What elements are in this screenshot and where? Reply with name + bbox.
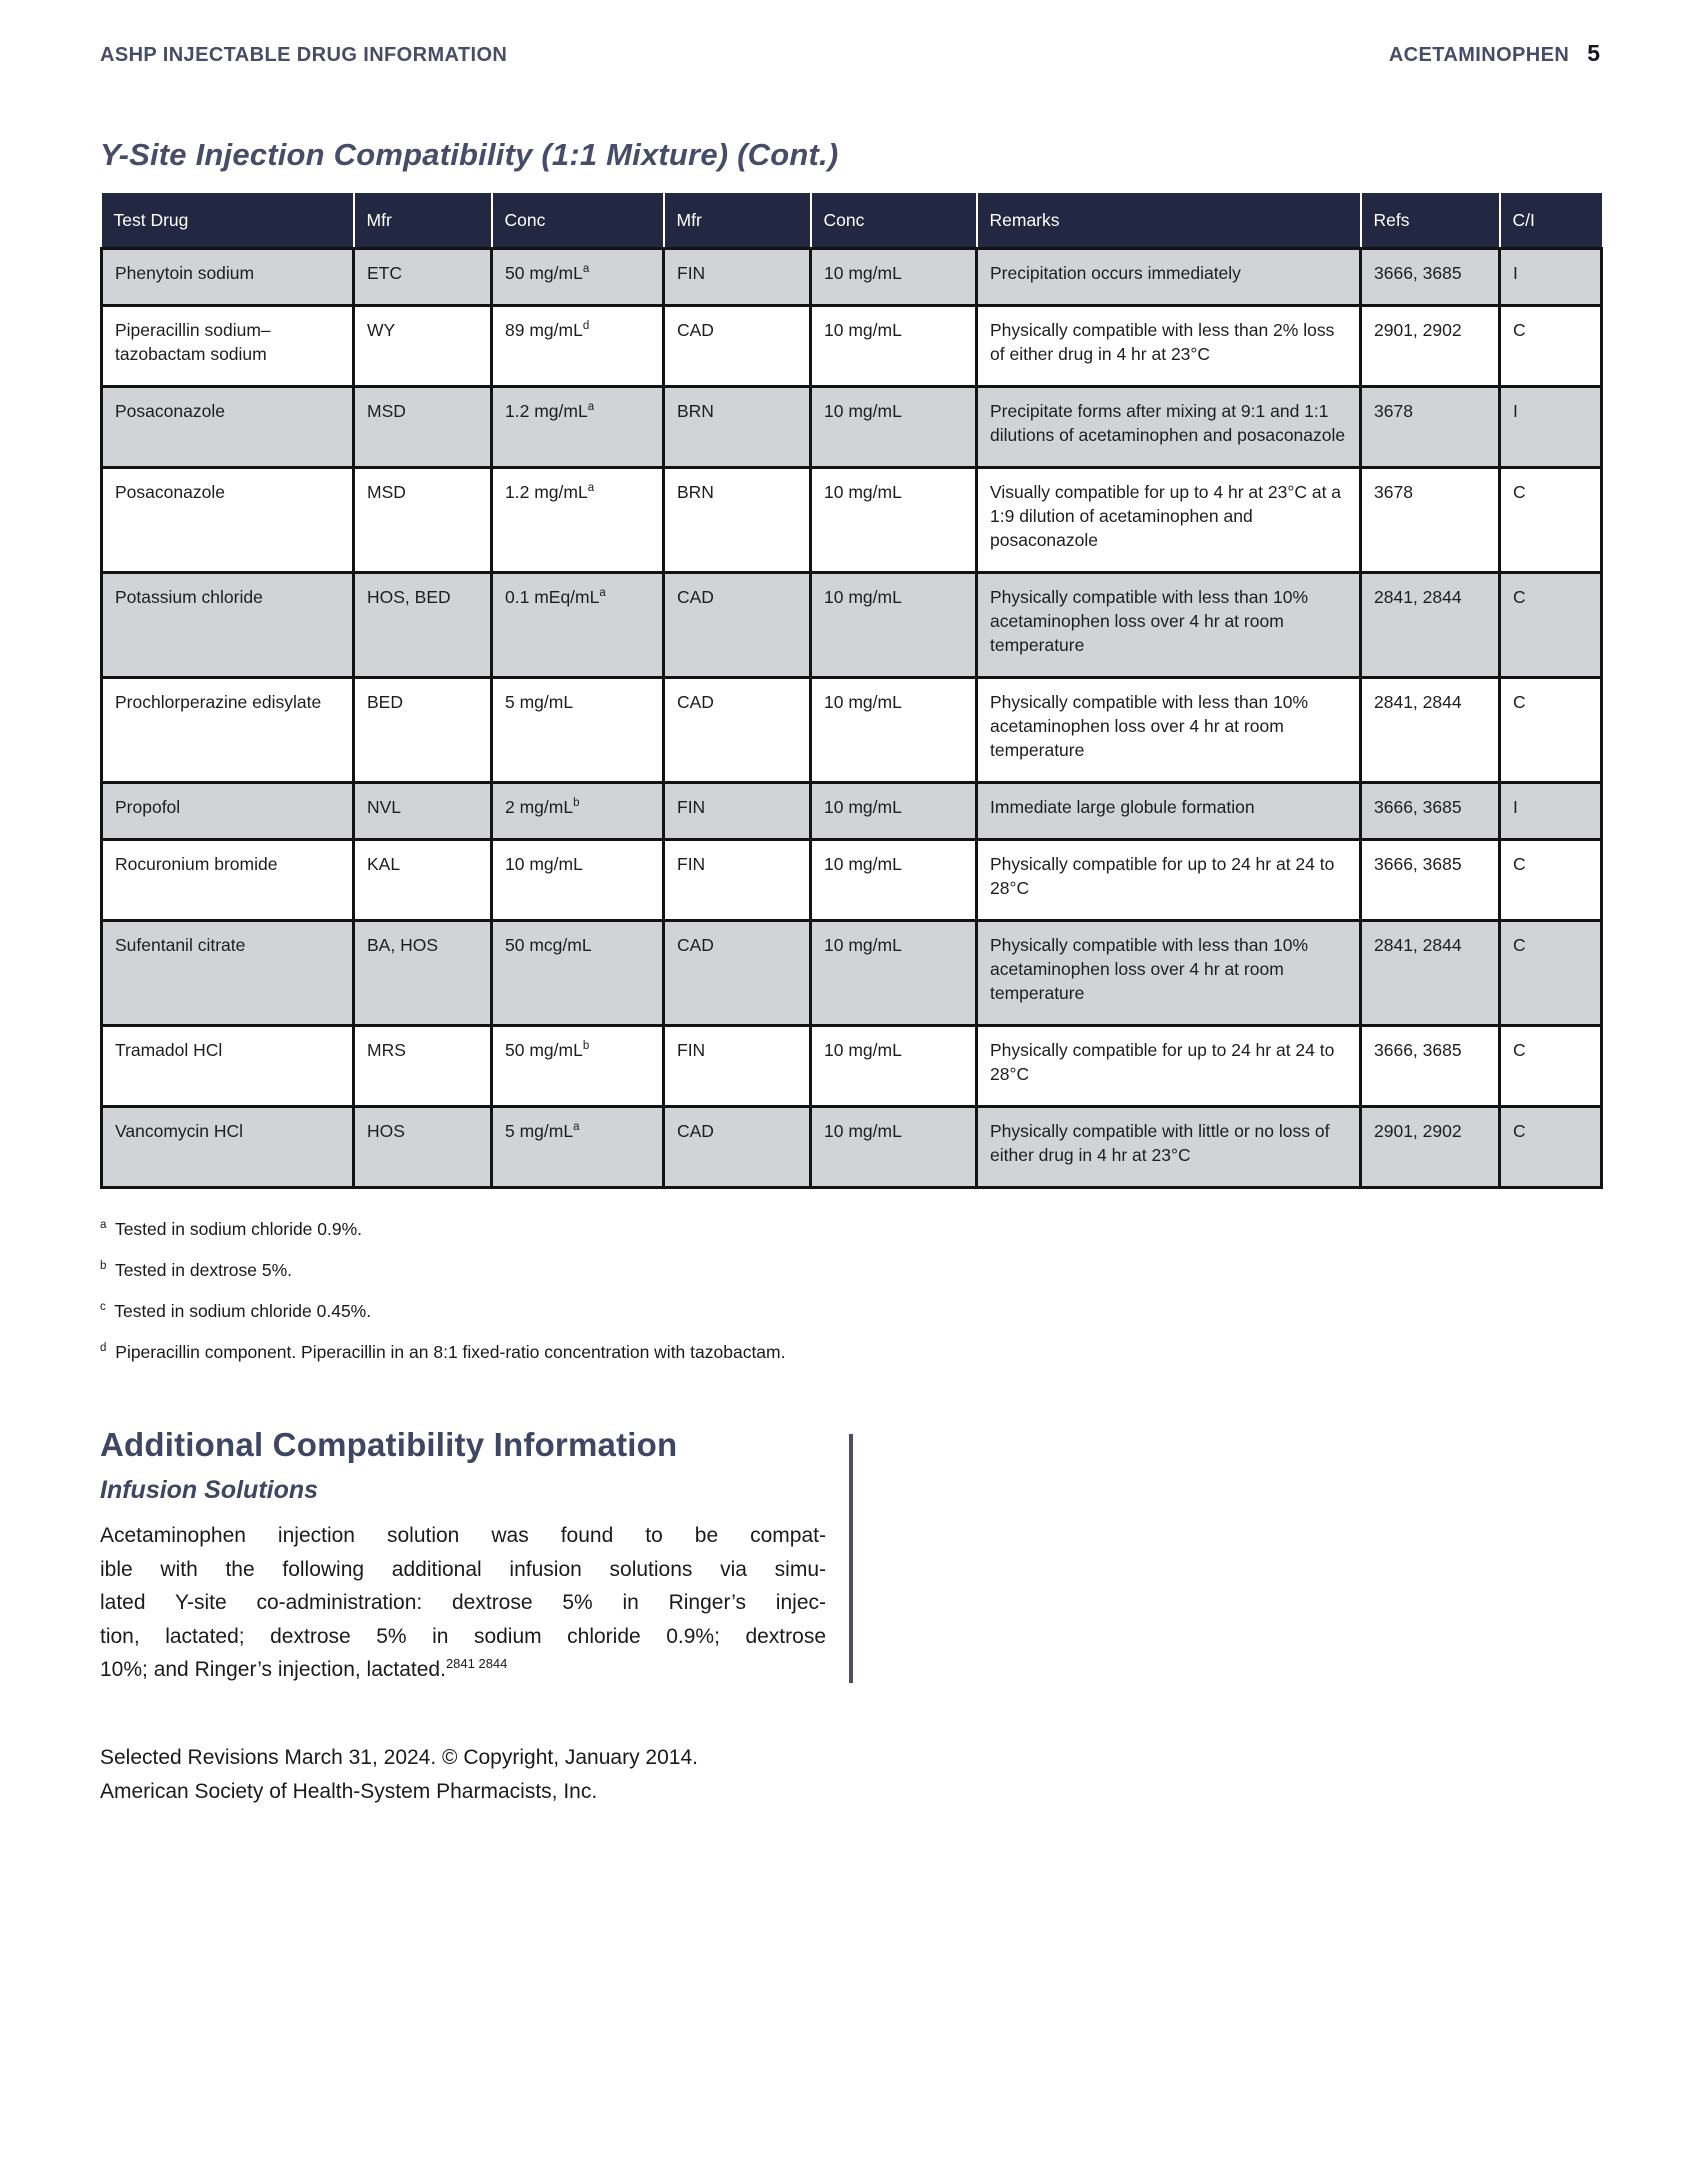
ci-cell: I [1500, 249, 1602, 306]
test-drug-cell: Potassium chloride [102, 573, 354, 678]
paragraph-line: ible with the following additional infusion solutions via simu- [100, 1557, 826, 1581]
refs-cell: 2841, 2844 [1361, 678, 1500, 783]
footnote-marker: c [100, 1301, 106, 1314]
test-drug-cell: Prochlorperazine edisylate [102, 678, 354, 783]
monograph-header [1389, 40, 1600, 67]
mfr-cell: CAD [664, 921, 811, 1026]
refs-cell: 3666, 3685 [1361, 249, 1500, 306]
conc-cell: 10 mg/mL [811, 1026, 977, 1107]
conc-cell: 89 $mg/mL^d$ [492, 306, 664, 387]
test-drug-cell: Posaconazole [102, 387, 354, 468]
mfr-cell: ETC [354, 249, 492, 306]
remarks-cell: Immediate large globule formation [977, 783, 1361, 840]
table-title: Y-Site Injection Compatibility (1:1 Mixture) (Cont.) [100, 137, 839, 172]
remarks-cell: Visually compatible for up to 4 hr at 23°C at a 1:9 dilution of acetaminophen and posaconazole [977, 468, 1361, 573]
conc-cell: 50 $mg/mL^b$ [492, 1026, 664, 1107]
footnote-marker: b [573, 797, 580, 810]
footnote: $^b$ Tested in dextrose 5%. [100, 1260, 292, 1280]
test-drug-cell: Piperacillin sodium–tazobactam sodium [102, 306, 354, 387]
conc-cell: 1.2 $mg/mL^a$ [492, 387, 664, 468]
refs-cell: 3666, 3685 [1361, 1026, 1500, 1107]
footnote: $^d$ Piperacillin component. Piperacillin in an 8:1 fixed-ratio concentration with tazobactam. [100, 1342, 786, 1362]
conc-cell: 50 mcg/mL [492, 921, 664, 1026]
mfr-cell: FIN [664, 783, 811, 840]
column-header: C/I [1500, 193, 1602, 249]
conc-cell: 50 $mg/mL^a$ [492, 249, 664, 306]
conc-cell: 2 $mg/mL^b$ [492, 783, 664, 840]
refs-cell: 2901, 2902 [1361, 1107, 1500, 1188]
mfr-cell: CAD [664, 306, 811, 387]
refs-cell: 3666, 3685 [1361, 783, 1500, 840]
monograph-title: ACETAMINOPHEN [1388, 44, 1570, 66]
footnote-marker: b [100, 1260, 107, 1273]
table-row [102, 678, 1602, 783]
column-header: Remarks [977, 193, 1361, 249]
conc-cell: 10 mg/mL [492, 840, 664, 921]
test-drug-cell: Vancomycin HCl [102, 1107, 354, 1188]
paragraph-line: 10%; and Ringer’s injection, lactated.$^{2841 2844}$ [100, 1656, 508, 1681]
column-header: Test Drug [102, 193, 354, 249]
mfr-cell: MRS [354, 1026, 492, 1107]
mfr-cell: WY [354, 306, 492, 387]
page-number: 5 [1587, 40, 1600, 66]
footnote-marker: a [100, 1219, 107, 1232]
paragraph-line: lated Y-site co-administration: dextrose 5% in Ringer’s injec- [100, 1591, 826, 1614]
conc-cell: 5 mg/mL [492, 678, 664, 783]
section-heading: Additional Compatibility Information [100, 1426, 678, 1463]
refs-cell: 3678 [1361, 387, 1500, 468]
conc-cell: 10 mg/mL [811, 573, 977, 678]
test-drug-cell: Tramadol HCl [102, 1026, 354, 1107]
mfr-cell: BA, HOS [354, 921, 492, 1026]
footnote-marker: a [587, 482, 595, 495]
remarks-cell: Physically compatible with less than 10% acetaminophen loss over 4 hr at room temperature [977, 921, 1361, 1026]
remarks-cell: Physically compatible for up to 24 hr at 24 to 28°C [977, 840, 1361, 921]
mfr-cell: FIN [664, 840, 811, 921]
table-row [102, 1107, 1602, 1188]
footnote-marker: d [100, 1342, 107, 1355]
table-row [102, 306, 1602, 387]
remarks-cell: Physically compatible with little or no loss of either drug in 4 hr at 23°C [977, 1107, 1361, 1188]
remarks-cell: Precipitate forms after mixing at 9:1 and 1:1 dilutions of acetaminophen and posaconazole [977, 387, 1361, 468]
refs-cell: 3678 [1361, 468, 1500, 573]
revision-footer [100, 1741, 1600, 1809]
ci-cell: C [1500, 1026, 1602, 1107]
reference-superscript: 2841 2844 [445, 1656, 508, 1671]
conc-cell: 10 mg/mL [811, 783, 977, 840]
column-header: Conc [811, 193, 977, 249]
running-header [100, 40, 1600, 67]
remarks-cell: Precipitation occurs immediately [977, 249, 1361, 306]
refs-cell: 2841, 2844 [1361, 573, 1500, 678]
conc-cell: 10 mg/mL [811, 387, 977, 468]
ci-cell: C [1500, 1107, 1602, 1188]
conc-cell: 10 mg/mL [811, 1107, 977, 1188]
footnote-marker: a [599, 587, 606, 600]
remarks-cell: Physically compatible with less than 2% loss of either drug in 4 hr at 23°C [977, 306, 1361, 387]
table-header-row [102, 193, 1602, 249]
refs-cell: 2841, 2844 [1361, 921, 1500, 1026]
mfr-cell: NVL [354, 783, 492, 840]
remarks-cell: Physically compatible with less than 10% acetaminophen loss over 4 hr at room temperature [977, 573, 1361, 678]
conc-cell: 10 mg/mL [811, 249, 977, 306]
additional-compatibility-section [100, 1426, 826, 1687]
mfr-cell: MSD [354, 468, 492, 573]
ci-cell: C [1500, 840, 1602, 921]
column-header: Conc [492, 193, 664, 249]
footnote-marker: b [582, 1040, 590, 1053]
mfr-cell: HOS [354, 1107, 492, 1188]
footnote-marker: a [587, 401, 595, 414]
test-drug-cell: Propofol [102, 783, 354, 840]
ci-cell: C [1500, 573, 1602, 678]
mfr-cell: FIN [664, 249, 811, 306]
copyright-line: American Society of Health-System Pharmacists, Inc. [100, 1779, 598, 1803]
table-row [102, 573, 1602, 678]
ci-cell: C [1500, 468, 1602, 573]
test-drug-cell: Phenytoin sodium [102, 249, 354, 306]
paragraph-line: tion, lactated; dextrose 5% in sodium chloride 0.9%; dextrose [100, 1624, 826, 1648]
mfr-cell: CAD [664, 1107, 811, 1188]
refs-cell: 2901, 2902 [1361, 306, 1500, 387]
ci-cell: C [1500, 306, 1602, 387]
conc-cell: 1.2 $mg/mL^a$ [492, 468, 664, 573]
infusion-solutions-paragraph [100, 1519, 826, 1687]
footnote: $^c$ Tested in sodium chloride 0.45%. [100, 1301, 372, 1321]
footnote-marker: d [582, 320, 590, 333]
conc-cell: 0.1 mEq/$mL^a$ [492, 573, 664, 678]
footnote: $^a$ Tested in sodium chloride 0.9%. [100, 1219, 363, 1239]
conc-cell: 5 $mg/mL^a$ [492, 1107, 664, 1188]
publication-title: ASHP INJECTABLE DRUG INFORMATION [100, 44, 508, 66]
column-header: Refs [1361, 193, 1500, 249]
ci-cell: I [1500, 387, 1602, 468]
mfr-cell: FIN [664, 1026, 811, 1107]
mfr-cell: BRN [664, 468, 811, 573]
mfr-cell: CAD [664, 573, 811, 678]
refs-cell: 3666, 3685 [1361, 840, 1500, 921]
test-drug-cell: Posaconazole [102, 468, 354, 573]
remarks-cell: Physically compatible with less than 10% acetaminophen loss over 4 hr at room temperature [977, 678, 1361, 783]
compatibility-table [100, 193, 1603, 1189]
conc-cell: 10 mg/mL [811, 840, 977, 921]
ci-cell: C [1500, 921, 1602, 1026]
conc-cell: 10 mg/mL [811, 921, 977, 1026]
remarks-cell: Physically compatible for up to 24 hr at 24 to 28°C [977, 1026, 1361, 1107]
test-drug-cell: Sufentanil citrate [102, 921, 354, 1026]
table-row [102, 387, 1602, 468]
mfr-cell: MSD [354, 387, 492, 468]
revision-date-line: Selected Revisions March 31, 2024. © Copyright, January 2014. [100, 1745, 698, 1769]
ci-cell: C [1500, 678, 1602, 783]
column-header: Mfr [354, 193, 492, 249]
revision-change-bar [849, 1434, 853, 1683]
subsection-heading: Infusion Solutions [100, 1476, 319, 1504]
table-row [102, 783, 1602, 840]
table-row [102, 921, 1602, 1026]
paragraph-line: Acetaminophen injection solution was found to be compat- [100, 1524, 826, 1547]
table-row [102, 249, 1602, 306]
mfr-cell: KAL [354, 840, 492, 921]
mfr-cell: BRN [664, 387, 811, 468]
column-header: Mfr [664, 193, 811, 249]
mfr-cell: CAD [664, 678, 811, 783]
conc-cell: 10 mg/mL [811, 306, 977, 387]
table-row [102, 468, 1602, 573]
footnote-marker: a [582, 263, 590, 276]
table-row [102, 840, 1602, 921]
table-footnotes [100, 1217, 1600, 1364]
ci-cell: I [1500, 783, 1602, 840]
conc-cell: 10 mg/mL [811, 468, 977, 573]
table-row [102, 1026, 1602, 1107]
footnote-marker: a [573, 1121, 580, 1134]
mfr-cell: BED [354, 678, 492, 783]
mfr-cell: HOS, BED [354, 573, 492, 678]
test-drug-cell: Rocuronium bromide [102, 840, 354, 921]
conc-cell: 10 mg/mL [811, 678, 977, 783]
